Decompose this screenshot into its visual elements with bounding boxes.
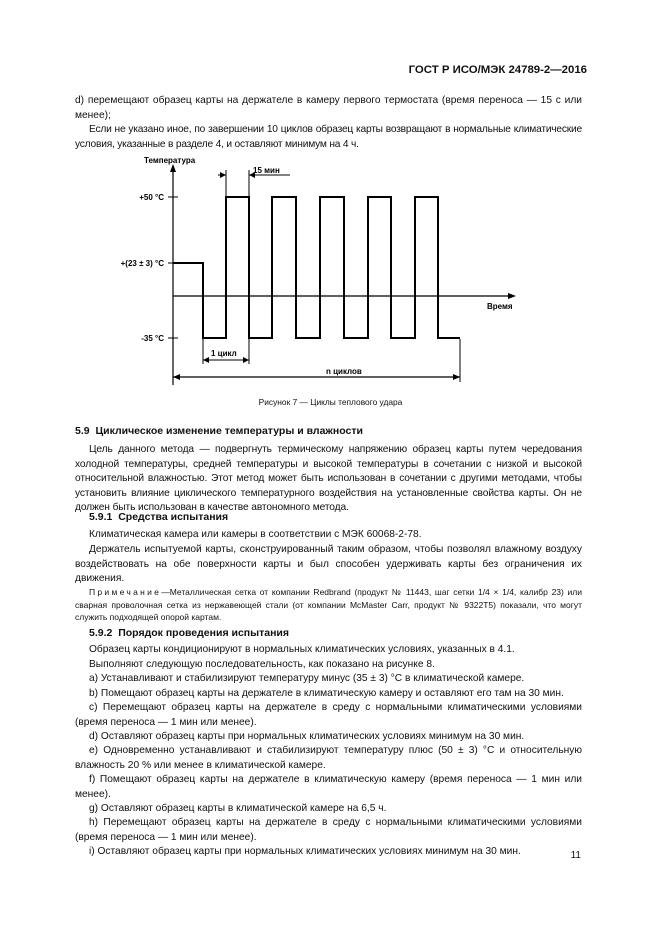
list-item-g: g) Оставляют образец карты в климатической камере на 6,5 ч. [89, 803, 387, 814]
section-heading-5-9 [75, 425, 363, 437]
section-heading-5-9-1 [89, 511, 228, 523]
section-5-9-paragraph: Цель данного метода — подвергнуть термическому напряжению образец карты путем чередования холодной температуры, средней температуры и высокой температуры в сочетании с низкой и высокой относительной влажностью. Этот метод может быть использован в сочетании с другими методами, чтобы установить влияние циклического температурного воздействия на установленные свойства карты. Он не должен быть использован в качестве автономного метода. [75, 444, 582, 514]
page-number: 11 [570, 850, 581, 861]
intro-paragraph: Если не указано иное, по завершении 10 циклов образец карты возвращают в нормальные климатические условия, указанные в разделе 4, и оставляют минимум на 4 ч. [75, 124, 582, 150]
document-header: ГОСТ Р ИСО/МЭК 24789-2—2016 [408, 64, 587, 76]
section-number: 5.9.2 [89, 627, 113, 639]
thermal-shock-diagram [0, 150, 661, 390]
figure-caption: Рисунок 7 — Циклы теплового удара [258, 397, 403, 407]
list-item-f: f) Помещают образец карты на держателе в климатическую камеру (время переноса — 1 мин или менее). [75, 774, 582, 800]
y-axis-label: Температура [144, 156, 196, 165]
list-item-b: b) Помещают образец карты на держателе в климатическую камеру и оставляют его там на 30 мин. [89, 688, 564, 699]
list-item-a: a) Устанавливают и стабилизируют температуру минус (35 ± 3) °С в климатической камере. [89, 673, 525, 684]
note-label: Примечание [89, 587, 162, 597]
list-item-c: c) Перемещают образец карты на держателе в среду с нормальными климатическими условиями (время переноса — 1 мин или менее). [75, 702, 582, 728]
section-title: Циклическое изменение температуры и влажности [95, 425, 363, 437]
section-5-9-2-para2: Выполняют следующую последовательность, как показано на рисунке 8. [89, 659, 435, 670]
list-item-h: h) Перемещают образец карты на держателе в среду с нормальными климатическими условиями (время переноса — 1 мин или менее). [75, 817, 582, 843]
note-block [75, 586, 582, 624]
section-5-9-1-para2: Держатель испытуемой карты, сконструированный таким образом, чтобы позволял влажному воздуху воздействовать на обе поверхности карты и был способен удерживать карты без ограничения их движения. [75, 544, 582, 585]
cycles-label: n циклов [326, 367, 362, 376]
section-heading-5-9-2 [89, 627, 289, 639]
intro-item-d: d) перемещают образец карты на держателе в камеру первого термостата (время переноса — 15 с или менее); [75, 95, 582, 121]
interval-label: 15 мин [253, 166, 280, 175]
list-item-d: d) Оставляют образец карты при нормальных климатических условиях минимум на 30 мин. [89, 731, 525, 742]
temperature-waveform [173, 197, 460, 338]
x-axis-arrow [508, 293, 516, 299]
section-number: 5.9.1 [89, 511, 113, 523]
list-item-i: i) Оставляют образец карты при нормальных климатических условиях минимум на 30 мин. [89, 846, 521, 857]
section-number: 5.9 [75, 425, 90, 437]
temp-high-label: +50 °C [139, 193, 164, 202]
section-5-9-1-para1: Климатическая камера или камеры в соответствии с МЭК 60068-2-78. [89, 529, 422, 540]
section-5-9-2-para1: Образец карты кондиционируют в нормальных климатических условиях, указанных в 4.1. [89, 644, 515, 655]
temp-room-label: +(23 ± 3) °C [120, 259, 164, 268]
temp-low-label: -35 °C [141, 334, 164, 343]
section-title: Порядок проведения испытания [118, 627, 289, 639]
x-axis-label: Время [487, 302, 513, 311]
cycle-label: 1 цикл [211, 349, 237, 358]
list-item-e: e) Одновременно устанавливают и стабилизируют температуру плюс (50 ± 3) °С и относительную влажность 20 % или менее в климатической камере. [75, 745, 582, 771]
note-text: —Металлическая сетка от компании Redbrand (продукт № 11443, шаг сетки 1/4 × 1/4, калибр 23) или сварная проволочная сетка из нержавеющей стали (от компании McMaster Carr, продукт № 9322T5) показали, что могут служить подходящей опорой картам. [75, 587, 582, 622]
section-title: Средства испытания [118, 511, 229, 523]
y-axis-arrow [170, 164, 176, 172]
